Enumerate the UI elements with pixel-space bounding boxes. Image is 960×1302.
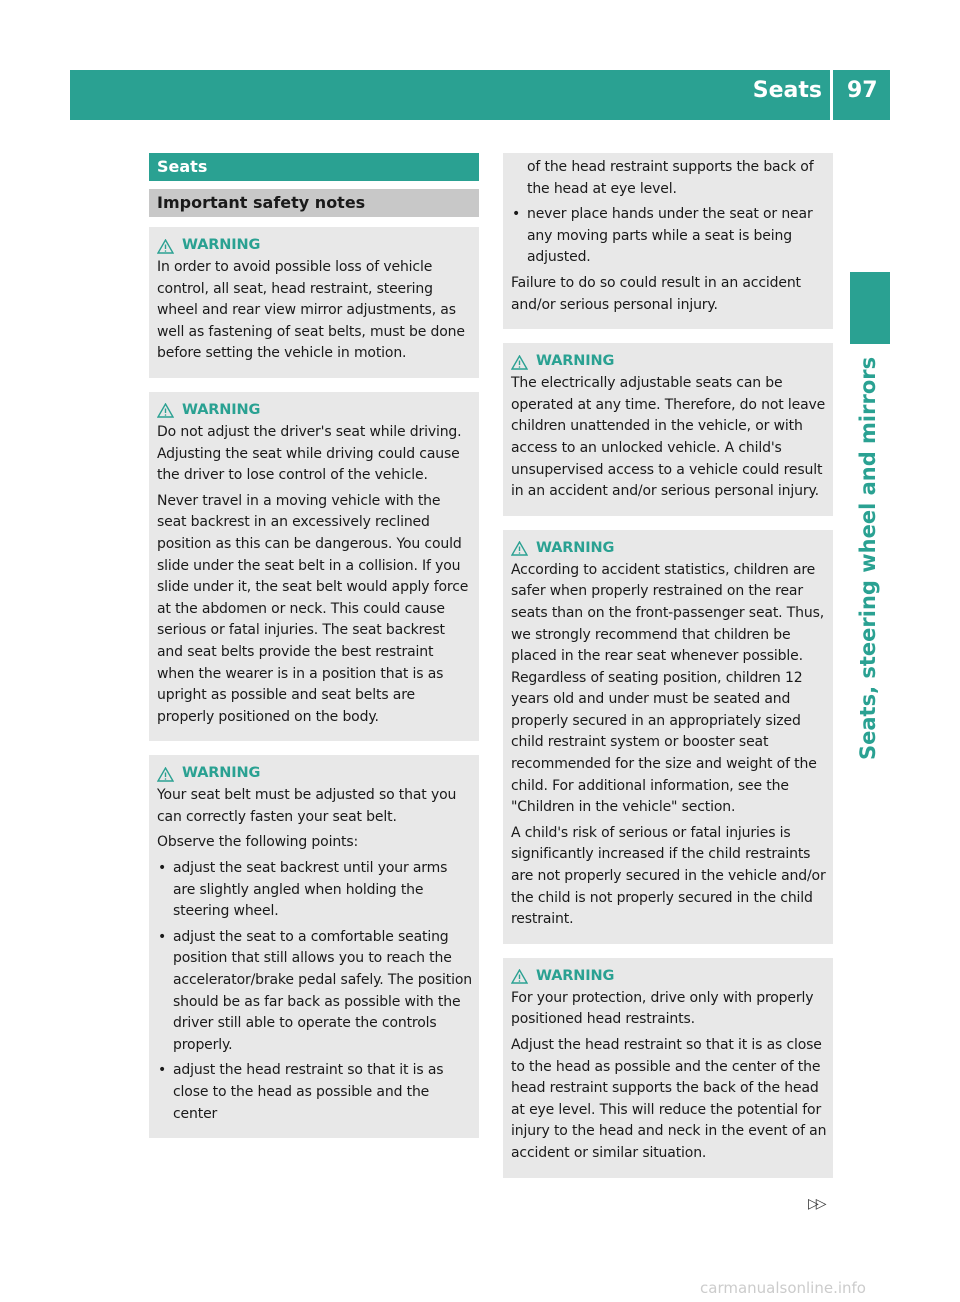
list-item: • adjust the seat to a comfortable seating position that still allows you to reach the accelerator/brake pedal safely. The position should be as far back as possible with the driver still able to operate the controls properly.	[157, 927, 473, 1057]
warning-text: According to accident statistics, children are safer when properly restrained on the rear seats than on the front-passenger seat. Thus, we strongly recommend that children be placed in the rear seat whenever possible. Regardless of seating position, children 12 years old and under must be seated and properly secured in an appropriately sized child restraint system or booster seat recommended for the size and weight of the child. For additional information, see the "Children in the vehicle" section.	[511, 561, 825, 816]
warning-box-5	[503, 530, 833, 944]
warning-label: WARNING	[182, 237, 261, 254]
chapter-side-label	[848, 356, 892, 760]
warning-label: WARNING	[182, 765, 261, 782]
warning-text: In order to avoid possible loss of vehicle control, all seat, head restraint, steering wheel and rear view mirror adjustments, as well as fastening of seat belts, must be done before setting the vehicle in motion.	[157, 259, 465, 362]
bullet-list	[157, 858, 473, 1125]
warning-label: WARNING	[536, 539, 615, 556]
warning-box-3-continued	[503, 153, 833, 329]
warning-text: A child's risk of serious or fatal injuries is significantly increased if the child restraints are not properly secured in the vehicle and/or the child is not properly secured in the child restraint.	[511, 824, 826, 928]
list-item: • adjust the head restraint so that it is as close to the head as possible and the center	[157, 1060, 473, 1125]
warning-triangle-icon	[157, 767, 174, 782]
warning-triangle-icon	[157, 239, 174, 254]
warning-header	[511, 351, 827, 373]
warning-header	[157, 400, 473, 422]
bullet-list	[511, 204, 827, 269]
warning-header	[157, 235, 473, 257]
warning-text: Adjust the head restraint so that it is as close to the head as possible and the center of the head restraint supports the back of the head at eye level. This will reduce the potential for injury to the head and neck in the event of an accident or similar situation.	[511, 1037, 827, 1161]
warning-triangle-icon	[511, 541, 528, 556]
section-heading: Seats	[149, 153, 479, 181]
warning-box-4	[503, 343, 833, 516]
warning-text: Never travel in a moving vehicle with the seat backrest in an excessively reclined position as this can be dangerous. You could slide under the seat belt in a collision. If you slide under it, the seat belt would apply force at the abdomen or neck. This could cause serious or fatal injuries. The seat backrest and seat belts provide the best restraint when the wearer is in a position that is as upright as possible and seat belts are properly positioned on the body.	[157, 492, 469, 725]
chapter-side-label-text: Seats, steering wheel and mirrors	[856, 356, 880, 760]
warning-text: For your protection, drive only with properly positioned head restraints.	[511, 989, 814, 1028]
warning-header	[157, 763, 473, 785]
warning-box-1	[149, 227, 479, 378]
warning-text: Do not adjust the driver's seat while driving. Adjusting the seat while driving could cause the driver to lose control of the vehicle.	[157, 423, 462, 484]
header-section-title: Seats	[752, 78, 822, 103]
right-column	[503, 153, 833, 1178]
warning-header	[511, 966, 827, 988]
warning-triangle-icon	[511, 969, 528, 984]
warning-triangle-icon	[511, 355, 528, 370]
warning-text: Your seat belt must be adjusted so that you can correctly fasten your seat belt.	[157, 787, 457, 825]
page-number: 97	[847, 78, 878, 103]
warning-header	[511, 538, 827, 560]
left-column	[149, 153, 479, 1138]
warning-text: Failure to do so could result in an accident and/or serious personal injury.	[511, 274, 801, 313]
subsection-heading: Important safety notes	[149, 189, 479, 217]
warning-label: WARNING	[182, 402, 261, 419]
list-item: • never place hands under the seat or near any moving parts while a seat is being adjusted.	[511, 204, 827, 269]
warning-label: WARNING	[536, 968, 615, 985]
warning-triangle-icon	[157, 403, 174, 418]
list-item-continuation: of the head restraint supports the back of the head at eye level.	[527, 159, 814, 197]
chapter-tab-marker	[850, 272, 890, 344]
list-item: • adjust the seat backrest until your arms are slightly angled when holding the steering wheel.	[157, 858, 473, 923]
warning-box-2	[149, 392, 479, 741]
warning-text: The electrically adjustable seats can be operated at any time. Therefore, do not leave children unattended in the vehicle, or with access to an unlocked vehicle. A child's unsupervised access to a vehicle could result in an accident and/or serious personal injury.	[511, 375, 826, 500]
page-header-bar	[70, 70, 890, 120]
warning-text: Observe the following points:	[157, 834, 359, 851]
warning-label: WARNING	[536, 353, 615, 370]
header-divider	[830, 70, 833, 120]
warning-box-3	[149, 755, 479, 1138]
warning-box-6	[503, 958, 833, 1178]
continue-arrow-icon: ▷▷	[808, 1196, 824, 1212]
footer-watermark: carmanualsonline.info	[700, 1279, 866, 1297]
